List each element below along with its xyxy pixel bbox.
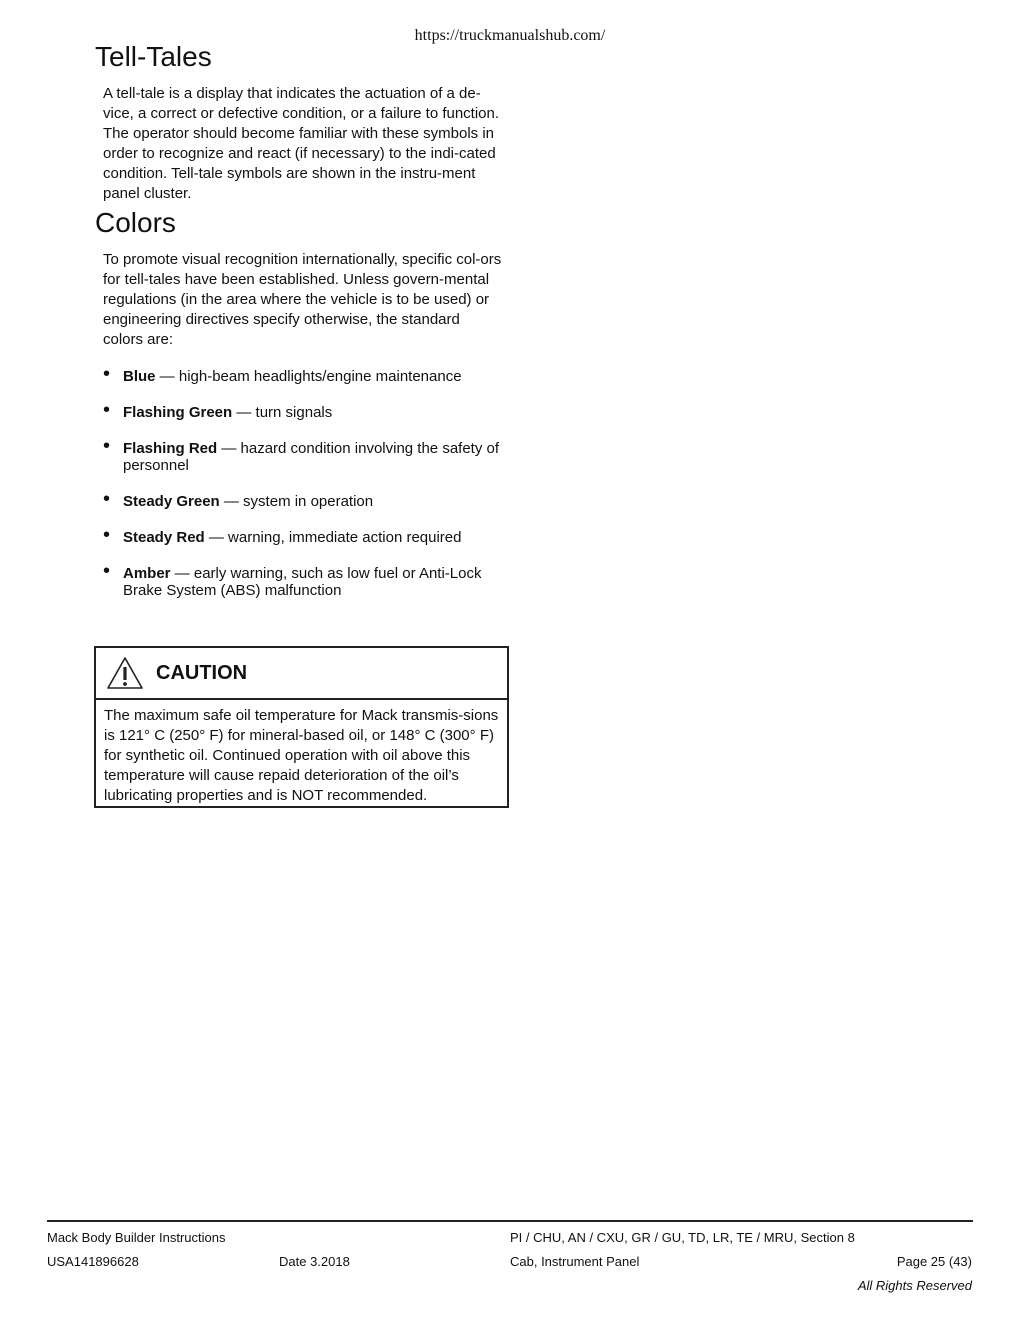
footer-page-number: Page 25 (43)	[896, 1254, 972, 1269]
footer-doc-id: USA141896628	[47, 1254, 139, 1269]
main-content	[95, 38, 515, 618]
color-desc: — system in operation	[219, 493, 374, 510]
bullet-icon: •	[103, 488, 111, 510]
colors-heading: Colors	[95, 207, 176, 238]
color-desc: — hazard condition involving the safety of personnel	[123, 440, 500, 474]
warning-triangle-icon	[106, 656, 144, 690]
footer-section: Cab, Instrument Panel	[510, 1254, 640, 1269]
list-item	[103, 560, 503, 599]
footer-divider	[47, 1220, 973, 1222]
list-item	[103, 363, 503, 385]
color-term: Steady Green	[123, 493, 220, 510]
colors-paragraph: To promote visual recognition internationally, specific col-ors for tell-tales have been established. Unless govern-mental regulations (in the area where the vehicle is to be used) or engineering directives specify otherwise, the standard colors are:	[103, 251, 502, 348]
caution-header	[96, 648, 507, 700]
footer-doc-title: Mack Body Builder Instructions	[47, 1230, 226, 1245]
color-term: Steady Red	[123, 529, 205, 546]
list-item	[103, 435, 503, 474]
caution-text: The maximum safe oil temperature for Mack transmis-sions is 121° C (250° F) for mineral-based oil, or 148° C (300° F) for synthetic oil. Continued operation with oil above this temperature will cause repaid deterioration of the oil’s lubricating properties and is NOT recommended.	[104, 707, 499, 804]
tell-tales-heading: Tell-Tales	[95, 41, 212, 72]
caution-label: CAUTION	[156, 662, 248, 684]
header-url[interactable]: https://truckmanualshub.com/	[414, 27, 606, 44]
color-term: Blue	[123, 368, 156, 385]
bullet-icon: •	[103, 399, 111, 421]
caution-box	[94, 646, 509, 808]
color-desc: — turn signals	[232, 404, 333, 421]
footer-date: Date 3.2018	[279, 1254, 350, 1269]
color-term: Amber	[123, 565, 171, 582]
color-term: Flashing Red	[123, 440, 218, 457]
bullet-icon: •	[103, 363, 111, 385]
color-desc: — warning, immediate action required	[204, 529, 462, 546]
list-item	[103, 399, 503, 421]
bullet-icon: •	[103, 435, 111, 457]
color-list	[103, 363, 503, 599]
list-item	[103, 524, 503, 546]
color-desc: — early warning, such as low fuel or Anti-Lock Brake System (ABS) malfunction	[123, 565, 482, 599]
tell-tales-paragraph-2: The operator should become familiar with these symbols in order to recognize and react (if necessary) to the indi-cated condition. Tell-tale symbols are shown in the instru-ment panel cluster.	[103, 125, 496, 202]
color-term: Flashing Green	[123, 404, 233, 421]
color-desc: — high-beam headlights/engine maintenance	[155, 368, 462, 385]
footer-rights: All Rights Reserved	[857, 1278, 972, 1293]
footer-models: PI / CHU, AN / CXU, GR / GU, TD, LR, TE / MRU, Section 8	[510, 1230, 855, 1245]
bullet-icon: •	[103, 560, 111, 582]
bullet-icon: •	[103, 524, 111, 546]
list-item	[103, 488, 503, 510]
tell-tales-paragraph-1: A tell-tale is a display that indicates the actuation of a de-vice, a correct or defective condition, or a failure to function.	[103, 85, 500, 122]
